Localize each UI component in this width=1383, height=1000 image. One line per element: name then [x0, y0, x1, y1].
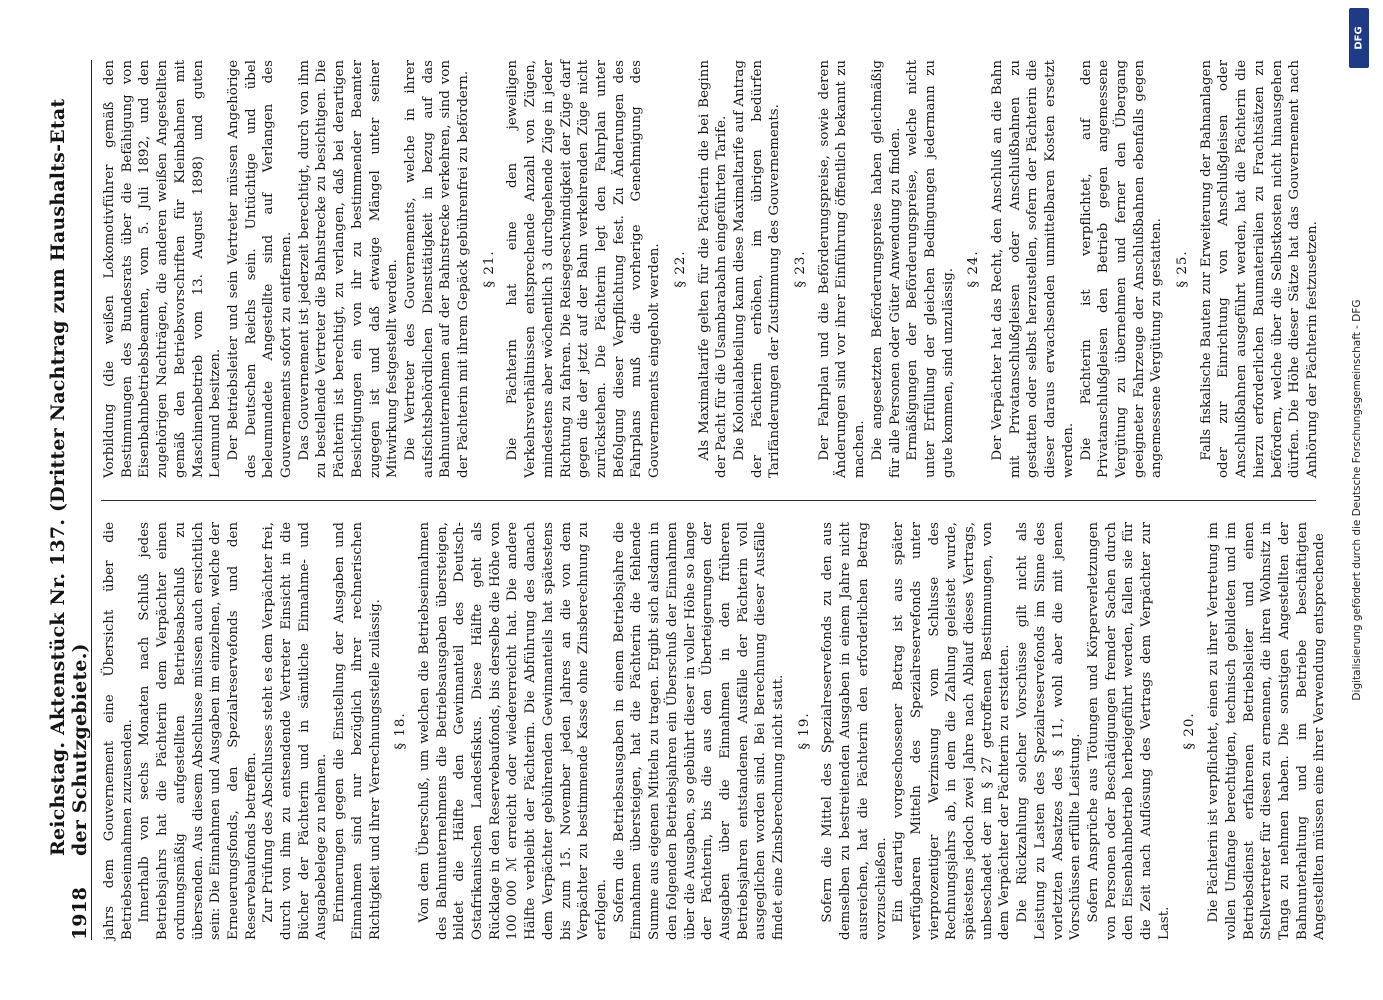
- paragraph: Sofern die Betriebsausgaben in einem Betriebsjahre die Einnahmen übersteigen, hat die Pächterin die fehlende Summe aus eigenen Mitteln zu tragen. Ergibt sich alsdann in den folgenden Betriebsjahren ein Überschuß der Einnahmen über die Ausgaben, so gebührt dieser in voller Höhe so lange der Pächterin, bis die aus den Überteigerungen der Ausgaben über die Einnahmen in den früheren Betriebsjahren entstandenen Ausfälle der Pächterin voll ausgeglichen worden sind. Bei Berechnung dieser Ausfälle findet eine Zinsberechnung nicht statt.: [611, 522, 786, 940]
- paragraph: Die Pächterin hat eine den jeweiligen Verkehrsverhältnissen entsprechende Anzahl von Zügen, mindestens aber wöchentlich 3 durchgehende Züge in jeder Richtung zu fahren. Die Reisegeschwindigkeit der Züge darf gegen die der jetzt auf der Bahn verkehrenden Züge nicht zurückstehen. Die Pächterin legt den Fahrplan unter Befolgung dieser Verpflichtung fest. Zu Änderungen des Fahrplans muß die vorherige Genehmigung des Gouvernements eingeholt werden.: [504, 60, 662, 478]
- paragraph: Innerhalb von sechs Monaten nach Schluß jedes Betriebsjahrs hat die Pächterin dem Verpächter einen ordnungsmäßig aufgestellten Betriebsabschluß zu übersenden. Aus diesem Abschlusse müssen auch ersichtlich sein: Die Einnahmen und Ausgaben im einzelnen, welche der Erneuerungsfonds, den Spezialreservefonds und den Reservebaufonds betreffen.: [136, 522, 259, 940]
- section-heading: § 21.: [481, 250, 497, 288]
- page-number: 1918: [68, 887, 91, 940]
- paragraph: Von dem Überschuß, um welchen die Betriebseinnahmen des Bahnunternehmens die Betriebsausgaben übersteigen, bildet die Hälfte den Gewinnanteil des Deutsch-Ostafrikanischen Landesfiskus. Diese Hälfte geht als Rücklage in den Reservebaufonds, bis derselbe die Höhe von 100 000 ℳ erreicht oder wiedererreicht hat. Die andere Hälfte verbleibt der Pächterin. Die Abführung des danach dem Verpächter gebührenden Gewinnanteils hat spätestens bis zum 15. November jeden Jahres an die von dem Verpächter zu bestimmende Kasse ohne Zinsberechnung zu erfolgen.: [416, 522, 609, 940]
- paragraph: Die Kolonialabteilung kann diese Maximaltarife auf Antrag der Pächterin erhöhen, im übrigen bedürfen Tarifänderungen der Zustimmung des Gouvernements.: [731, 60, 782, 478]
- paragraph: Falls fiskalische Bauten zur Erweiterung der Bahnanlagen oder zur Einrichtung von Anschlußgleisen oder Anschlußbahnen ausgeführt werden, hat die Pächterin die hierzu erforderlichen Baumaterialien zu Frachtsätzen zu befördern, welche über die Selbstkosten nicht hinausgehen dürfen. Die Höhe dieser Sätze hat das Gouvernement nach Anhörung der Pächterin festzusetzen.: [1198, 60, 1320, 478]
- paragraph: Das Gouvernement ist jederzeit berechtigt, durch von ihm zu bestellende Vertreter die Bahnstrecke zu besichtigen. Die Pächterin ist berechtigt, zu verlangen, daß bei derartigen Besichtigungen ein von ihr zu bestimmender Beamter zugegen ist und daß etwaige Mängel unter seiner Mitwirkung festgestellt werden.: [296, 60, 400, 478]
- page-title: Reichstag. Aktenstück Nr. 137. (Dritter Nachtrag zum Haushalts-Etat der Schutzgebiete.): [46, 98, 91, 856]
- paragraph: Sofern Ansprüche aus Tötungen und Körperverletzungen von Personen oder Beschädigungen fremder Sachen durch den Eisenbahnbetrieb herbeigeführt werden, fallen sie für die Zeit nach Auflösung des Vertrags dem Verpächter zur Last.: [1085, 522, 1172, 940]
- section-heading: § 18.: [392, 712, 408, 750]
- section-heading: § 22.: [672, 250, 688, 288]
- paragraph: Die Vertreter des Gouvernements, welche in ihrer aufsichtsbehördlichen Diensttätigkeit in bezug auf das Bahnunternehmen auf der Bahnstrecke verkehren, sind von der Pächterin mit ihrem Gepäck gebührenfrei zu befördern.: [402, 60, 471, 478]
- paragraph: Sofern die Mittel des Spezialreservefonds zu den aus demselben zu bestreitenden Ausgaben in einem Jahre nicht ausreichen, hat die Pächterin den erforderlichen Betrag vorzuschießen.: [819, 522, 889, 940]
- paragraph: Die Pächterin ist verpflichtet, auf den Privatanschlußgleisen den Betrieb gegen angemessene Vergütung zu übernehmen und ferner den Übergang geeigneter Fahrzeuge der Anschlußbahnen ebenfalls gegen angemessene Vergütung zu gestatten.: [1078, 60, 1164, 478]
- rotated-page-content: [46, 60, 1327, 940]
- left-column: [101, 522, 1327, 940]
- paragraph: Der Fahrplan und die Beförderungspreise, sowie deren Änderungen sind vor ihrer Einführung öffentlich bekannt zu machen.: [816, 60, 867, 478]
- paragraph: Vorbildung (die weißen Lokomotivführer gemäß den Bestimmungen des Bundesrats über die Befähigung von Eisenbahnbetriebsbeamten, vom 5. Juli 1892, und den zugehörigen Nachträgen, die anderen weißen Angestellten gemäß den Betriebsvorschriften für Kleinbahnen mit Maschinenbetrieb vom 13. August 1898) und guten Leumund besitzen.: [101, 60, 223, 478]
- paragraph: Ein derartig vorgeschossener Betrag ist aus später verfügbaren Mitteln des Spezialreservefonds unter vierprozentiger Verzinsung vom Schlusse des Rechnungsjahrs ab, in dem die Zahlung geleistet wurde, spätestens jedoch zwei Jahre nach Ablauf dieses Vertrags, unbeschadet der im § 27 getroffenen Bestimmungen, von dem Verpächter der Pächterin zu erstatten.: [890, 522, 1012, 940]
- section-heading: § 19.: [796, 712, 812, 750]
- column-divider: [101, 500, 1316, 501]
- paragraph: Zur Prüfung des Abschlusses steht es dem Verpächter frei, durch von ihm zu entsendende Vertreter Einsicht in die Bücher der Pächterin und in sämtliche Einnahme- und Ausgabebelege zu nehmen.: [260, 522, 329, 940]
- section-heading: § 23.: [792, 250, 808, 288]
- paragraph: Die Rückzahlung solcher Vorschüsse gilt nicht als Leistung zu Lasten des Spezialreservefonds im Sinne des vorletzten Absatzes des § 11, wohl aber die mit jenen Vorschüssen erfüllte Leistung.: [1014, 522, 1083, 940]
- paragraph: Erinnerungen gegen die Einstellung der Ausgaben und Einnahmen sind nur bezüglich ihrer rechnerischen Richtigkeit und ihrer Verrechnungsstelle zulässig.: [331, 522, 383, 940]
- paragraph: Als Maximaltarife gelten für die Pächterin die bei Beginn der Pacht für die Usambarabahn eingeführten Tarife.: [696, 60, 729, 478]
- paragraph: Ermäßigungen der Beförderungspreise, welche nicht unter Erfüllung der gleichen Bedingungen jedermann zu gute kommen, sind unzulässig.: [904, 60, 956, 478]
- digitization-credit: Digitalisierung gefördert durch die Deutsche Forschungsgemeinschaft - DFG: [1351, 299, 1363, 701]
- dfg-logo: [1349, 8, 1369, 68]
- paragraph: Die angesetzten Beförderungspreise haben gleichmäßig für alle Personen oder Güter Anwendung zu finden.: [869, 60, 903, 478]
- right-column: [101, 60, 1321, 478]
- dfg-logo-text: DFG: [1353, 26, 1365, 50]
- paragraph: Die Pächterin ist verpflichtet, einen zu ihrer Vertretung im vollen Umfange berechtigten, technisch gebildeten und im Betriebsdienst erfahrenen Betriebsleiter und einen Stellvertreter für diesen zu ernennen, die ihren Wohnsitz in Tanga zu nehmen haben. Die sonstigen Angestellten der Bahnunterhaltung und im Betriebe beschäftigten Angestellten müssen eine ihrer Verwendung entsprechende: [1205, 522, 1327, 940]
- paragraph: Der Verpächter hat das Recht, den Anschluß an die Bahn mit Privatanschlußgleisen oder Anschlußbahnen zu gestatten oder selbst herzustellen, sofern der Pächterin die dieser daraus erwachsenden unmittelbaren Kosten ersetzt werden.: [989, 60, 1076, 478]
- page-header: [46, 60, 92, 940]
- section-heading: § 24.: [965, 250, 981, 288]
- section-heading: § 20.: [1181, 712, 1197, 750]
- section-heading: § 25.: [1174, 250, 1190, 288]
- paragraph: jahrs dem Gouvernement eine Übersicht über die Betriebseinnahmen zuzusenden.: [101, 522, 135, 940]
- paragraph: Der Betriebsleiter und sein Vertreter müssen Angehörige des Deutschen Reichs sein. Untüchtige und übel beleumundete Angestellte sind auf Verlangen des Gouvernements sofort zu entfernen.: [225, 60, 294, 478]
